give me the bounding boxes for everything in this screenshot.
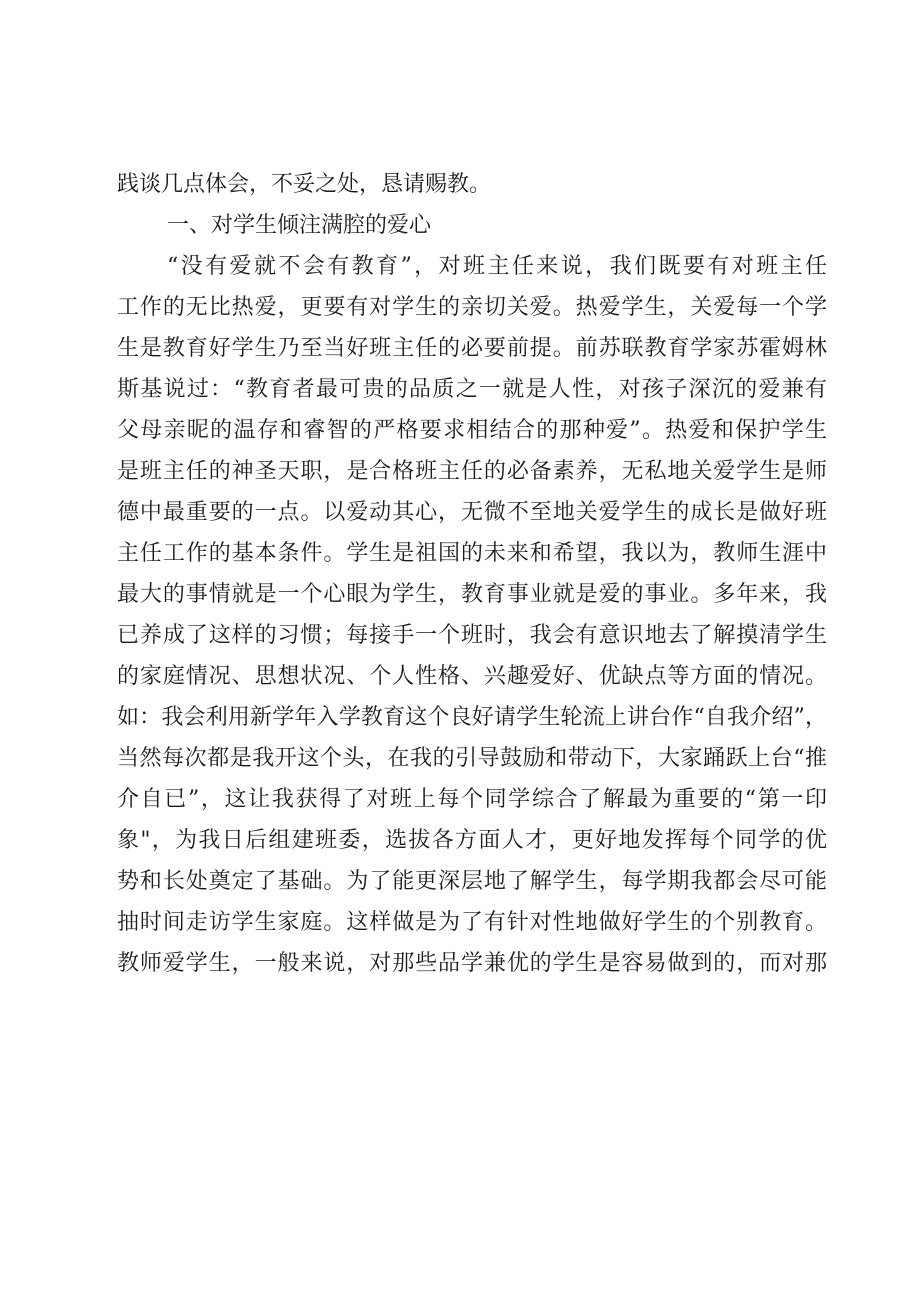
text-line: 最大的事情就是一个心眼为学生，教育事业就是爱的事业。多年来，我 [117,582,827,607]
body-text [117,164,827,984]
section-heading: 一、对学生倾注满腔的爱心 [167,213,432,238]
text-line: 德中最重要的一点。以爱动其心，无微不至地关爱学生的成长是做好班 [117,500,827,525]
text-line: 是班主任的神圣天职，是合格班主任的必备素养，无私地关爱学生是师 [117,459,827,484]
text-line: 已养成了这样的习惯；每接手一个班时，我会有意识地去了解摸清学生 [117,623,827,648]
text-line: 介自已”，这让我获得了对班上每个同学综合了解最为重要的“第一印 [117,787,827,812]
text-line: 象"，为我日后组建班委，选拔各方面人才，更好地发挥每个同学的优 [117,828,827,853]
text-line: “没有爱就不会有教育”，对班主任来说，我们既要有对班主任 [167,254,827,279]
text-line: 势和长处奠定了基础。为了能更深层地了解学生，每学期我都会尽可能 [117,869,827,894]
text-line: 斯基说过：“教育者最可贵的品质之一就是人性，对孩子深沉的爱兼有 [117,377,827,402]
text-line: 践谈几点体会，不妥之处，恳请赐教。 [117,172,492,197]
text-line: 教师爱学生，一般来说，对那些品学兼优的学生是容易做到的，而对那 [117,951,827,976]
text-line: 如：我会利用新学年入学教育这个良好请学生轮流上讲台作“自我介绍”， [117,705,827,730]
text-line: 生是教育好学生乃至当好班主任的必要前提。前苏联教育学家苏霍姆林 [117,336,827,361]
text-line: 父母亲昵的温存和睿智的严格要求相结合的那种爱”。热爱和保护学生 [117,418,827,443]
text-line: 当然每次都是我开这个头，在我的引导鼓励和带动下，大家踊跃上台“推 [117,746,827,771]
text-line: 的家庭情况、思想状况、个人性格、兴趣爱好、优缺点等方面的情况。 [117,664,827,689]
text-line: 主任工作的基本条件。学生是祖国的未来和希望，我以为，教师生涯中 [117,541,827,566]
text-line: 抽时间走访学生家庭。这样做是为了有针对性地做好学生的个别教育。 [117,910,827,935]
text-line: 工作的无比热爱，更要有对学生的亲切关爱。热爱学生，关爱每一个学 [117,295,827,320]
